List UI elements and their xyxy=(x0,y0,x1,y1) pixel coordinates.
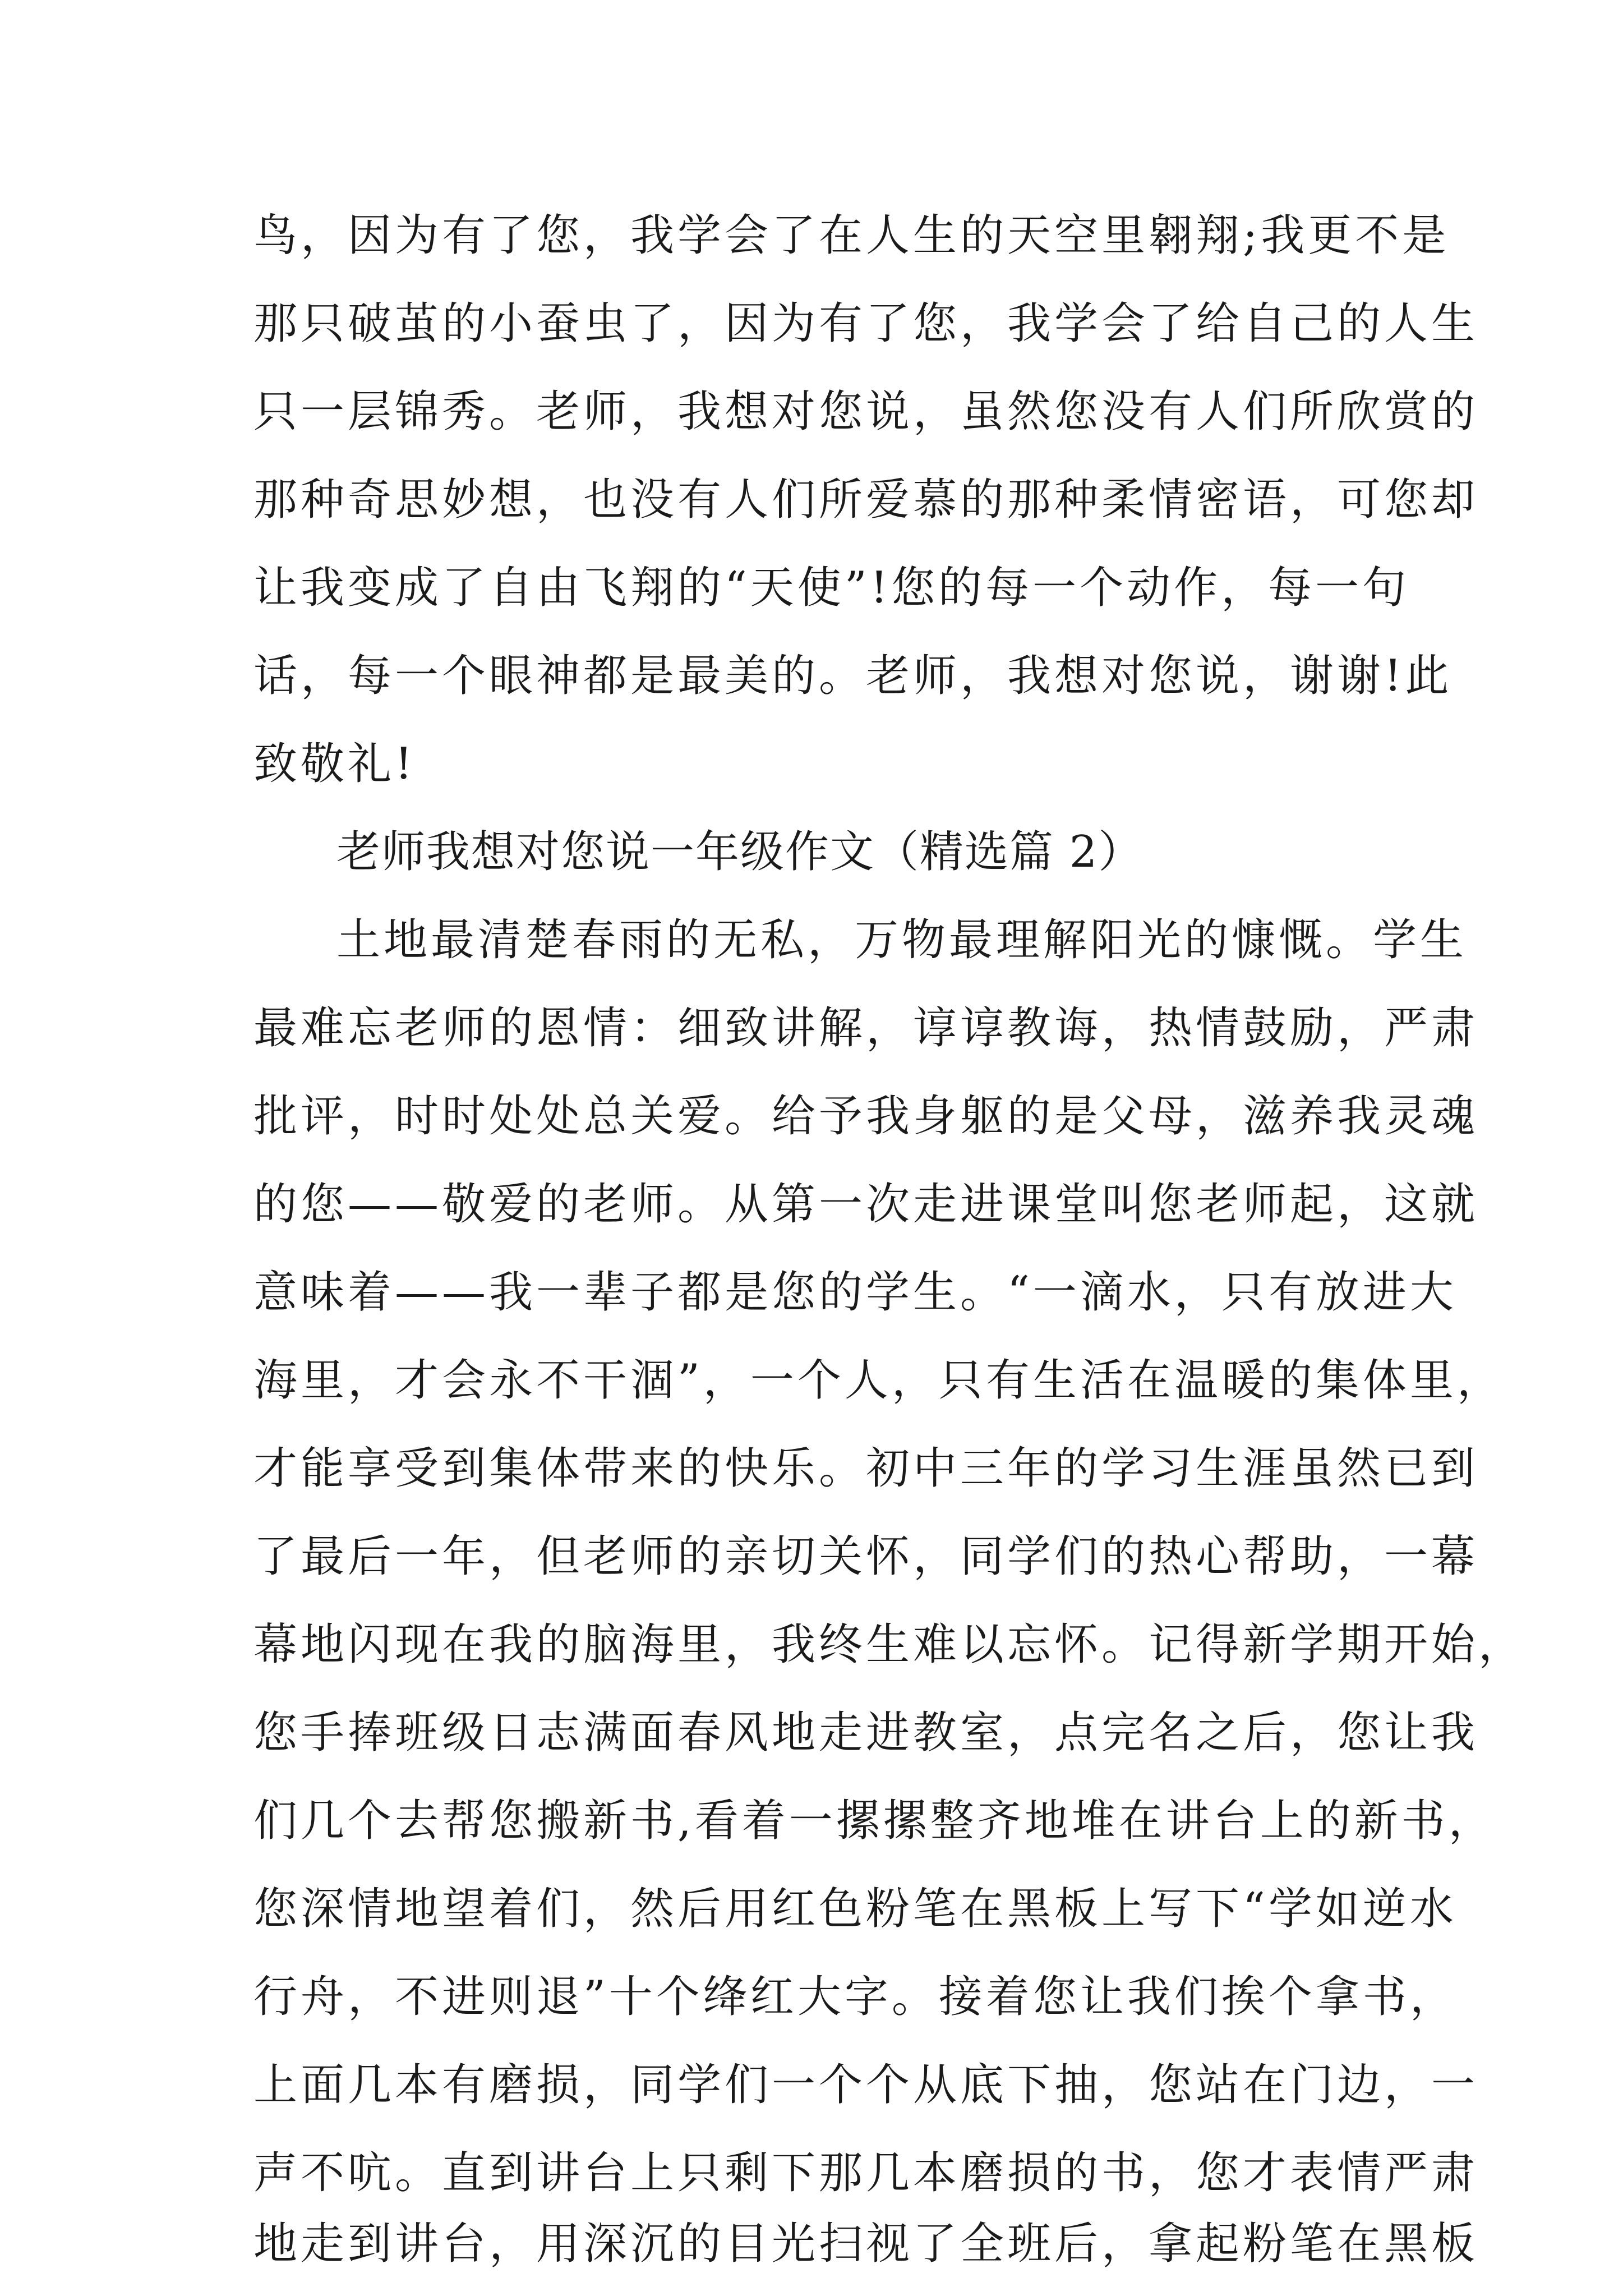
paragraph-line: 了最后一年，但老师的亲切关怀，同学们的热心帮助，一幕 xyxy=(253,1531,1479,1582)
paragraph-line: 您手捧班级日志满面春风地走进教室，点完名之后，您让我 xyxy=(253,1708,1479,1758)
paragraph-line: 意味着——我一辈子都是您的学生。“一滴水，只有放进大 xyxy=(253,1267,1457,1318)
paragraph-line: 的您——敬爱的老师。从第一次走进课堂叫您老师起，这就 xyxy=(253,1179,1479,1230)
paragraph-line: 声不吭。直到讲台上只剩下那几本磨损的书，您才表情严肃 xyxy=(253,2148,1479,2198)
paragraph-line: 批评，时时处处总关爱。给予我身躯的是父母，滋养我灵魂 xyxy=(253,1091,1479,1142)
paragraph-line: 让我变成了自由飞翔的“天使”!您的每一个动作，每一句 xyxy=(253,563,1410,613)
paragraph-line: 们几个去帮您搬新书,看着一摞摞整齐地堆在讲台上的新书， xyxy=(253,1796,1496,1846)
paragraph-line: 海里，才会永不干涸”，一个人，只有生活在温暖的集体里， xyxy=(253,1355,1504,1406)
paragraph-line: 才能享受到集体带来的快乐。初中三年的学习生涯虽然已到 xyxy=(253,1443,1479,1494)
paragraph-line: 那只破茧的小蚕虫了，因为有了您，我学会了给自己的人生 xyxy=(253,298,1479,349)
paragraph-line: 那种奇思妙想，也没有人们所爱慕的那种柔情密语，可您却 xyxy=(253,475,1479,525)
paragraph-line: 最难忘老师的恩情：细致讲解，谆谆教诲，热情鼓励，严肃 xyxy=(253,1003,1479,1053)
paragraph-line: 只一层锦秀。老师，我想对您说，虽然您没有人们所欣赏的 xyxy=(253,386,1479,437)
paragraph-line: 地走到讲台，用深沉的目光扫视了全班后，拿起粉笔在黑板 xyxy=(253,2219,1479,2269)
paragraph-line: 话，每一个眼神都是最美的。老师，我想对您说，谢谢!此 xyxy=(253,651,1453,701)
paragraph-line: 土地最清楚春雨的无私，万物最理解阳光的慷慨。学生 xyxy=(336,915,1468,965)
paragraph-line: 幕地闪现在我的脑海里，我终生难以忘怀。记得新学期开始， xyxy=(253,1619,1526,1670)
paragraph-line: 行舟，不进则退”十个绛红大字。接着您让我们挨个拿书， xyxy=(253,1972,1457,2022)
paragraph-line: 上面几本有磨损，同学们一个个从底下抽，您站在门边，一 xyxy=(253,2060,1479,2110)
paragraph-line: 鸟，因为有了您，我学会了在人生的天空里翱翔;我更不是 xyxy=(253,210,1450,261)
paragraph-line: 您深情地望着们，然后用红色粉笔在黑板上写下“学如逆水 xyxy=(253,1884,1457,1934)
section-heading: 老师我想对您说一年级作文（精选篇 2） xyxy=(336,827,1144,877)
paragraph-line: 致敬礼! xyxy=(253,739,416,789)
